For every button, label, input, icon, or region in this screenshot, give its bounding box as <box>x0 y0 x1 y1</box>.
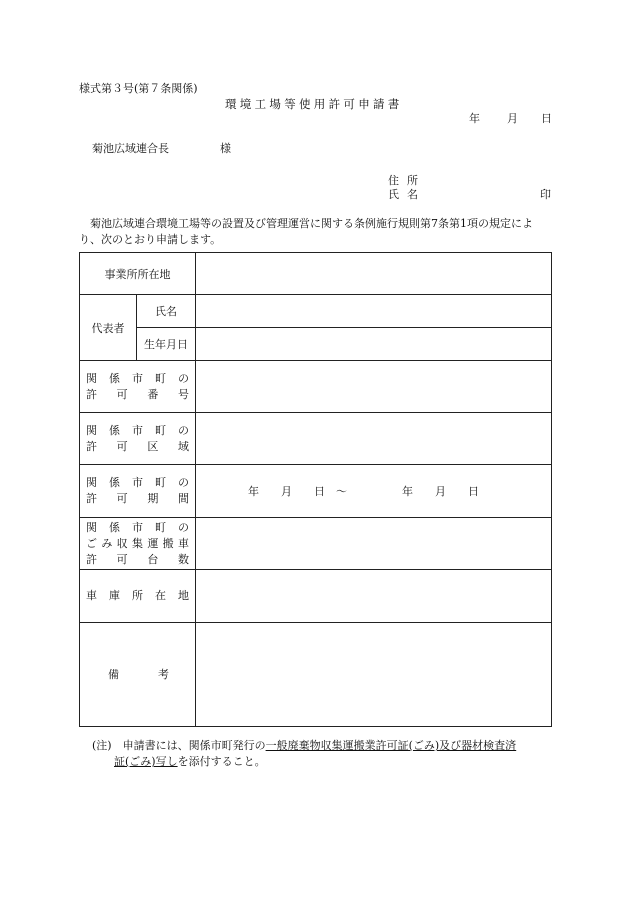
business-address-field[interactable] <box>196 253 552 295</box>
label-char: 可 <box>116 552 128 566</box>
label-char: 庫 <box>109 589 120 602</box>
label-char: 関 <box>86 423 97 437</box>
label-char: 関 <box>86 371 97 385</box>
rep-name-field[interactable] <box>196 295 552 328</box>
label-char: 考 <box>158 667 169 681</box>
date-year-label: 年 <box>469 112 480 125</box>
label-char: 係 <box>109 371 120 385</box>
date-day-label: 日 <box>541 112 552 125</box>
label-char: ご <box>86 536 97 550</box>
label-char: 所 <box>132 589 143 602</box>
garage-address-label <box>80 570 196 623</box>
label-char: 区 <box>147 439 159 453</box>
vehicle-count-line3 <box>80 552 195 568</box>
note-underlined-2: 証(ごみ)写し <box>114 755 178 768</box>
label-char: 係 <box>109 520 120 534</box>
rep-name-label: 氏名 <box>137 295 196 328</box>
label-char: 車 <box>177 536 189 550</box>
label-char: 期 <box>147 492 159 505</box>
note <box>92 738 552 770</box>
label-char: 搬 <box>162 536 174 550</box>
label-char: 数 <box>177 552 189 566</box>
permit-area-field[interactable] <box>196 413 552 465</box>
label-char: 関 <box>86 520 97 534</box>
permit-period-line2 <box>80 491 195 507</box>
note-line2 <box>92 754 552 770</box>
label-char: 番 <box>147 387 159 401</box>
label-char: 町 <box>155 371 166 385</box>
note-prefix: (注) 申請書には、関係市町発行の <box>92 739 266 752</box>
label-char: 市 <box>132 520 143 534</box>
application-form-table <box>79 252 552 727</box>
permit-number-line1 <box>80 371 195 387</box>
label-char: み <box>101 536 113 550</box>
label-char: 運 <box>147 536 159 550</box>
permit-number-line2 <box>80 387 195 403</box>
label-char: 可 <box>116 439 128 453</box>
seal-mark: 印 <box>540 188 551 201</box>
note-underlined-1: 一般廃棄物収集運搬業許可証(ごみ)及び器材検査済 <box>265 739 517 752</box>
note-suffix: を添付すること。 <box>177 755 266 768</box>
remarks-text <box>80 667 195 683</box>
label-char: 係 <box>109 423 120 437</box>
label-char: 域 <box>177 439 189 453</box>
vehicle-count-line2 <box>80 536 195 552</box>
permit-area-line1 <box>80 423 195 439</box>
label-char: の <box>178 423 189 437</box>
label-char: 在 <box>155 589 166 602</box>
vehicle-count-line1 <box>80 520 195 536</box>
label-char: 可 <box>116 492 128 505</box>
permit-number-field[interactable] <box>196 361 552 413</box>
label-char: 係 <box>109 476 120 489</box>
addressee-honorific: 様 <box>220 142 231 155</box>
garage-address-field[interactable] <box>196 570 552 623</box>
label-char: の <box>178 371 189 385</box>
label-char: 号 <box>177 387 189 401</box>
vehicle-count-field[interactable] <box>196 518 552 570</box>
label-char: 町 <box>155 520 166 534</box>
permit-number-label <box>80 361 196 413</box>
permit-area-label <box>80 413 196 465</box>
rep-birthdate-label: 生年月日 <box>137 328 196 361</box>
document-title: 環境工場等使用許可申請書 <box>225 97 403 111</box>
label-char: 集 <box>131 536 143 550</box>
date-month-label: 月 <box>507 112 518 125</box>
business-address-label: 事業所所在地 <box>80 253 196 295</box>
label-char: 許 <box>86 387 97 401</box>
permit-area-line2 <box>80 439 195 455</box>
label-char: 町 <box>155 476 166 489</box>
label-char: の <box>178 520 189 534</box>
label-char: 収 <box>116 536 128 550</box>
application-statement: 菊池広域連合環境工場等の設置及び管理運営に関する条例施行規則第7条第1項の規定により、次のとおり申請します。 <box>79 217 533 246</box>
label-char: 備 <box>108 667 119 681</box>
representative-label: 代表者 <box>80 295 137 361</box>
label-char: 関 <box>86 476 97 489</box>
label-char: 市 <box>132 371 143 385</box>
permit-period-value: 年 月 日 ～ 年 月 日 <box>248 485 479 498</box>
label-char: 許 <box>86 552 97 566</box>
rep-birthdate-field[interactable] <box>196 328 552 361</box>
label-char: 地 <box>178 589 189 602</box>
remarks-label <box>80 623 196 727</box>
label-char: 車 <box>86 589 97 602</box>
permit-period-line1 <box>80 475 195 491</box>
addressee-name: 菊池広域連合長 <box>92 142 169 155</box>
form-number: 様式第３号(第７条関係) <box>79 82 198 95</box>
label-char: 台 <box>147 552 159 566</box>
label-char: の <box>178 476 189 489</box>
label-char: 町 <box>155 423 166 437</box>
permit-period-field[interactable] <box>196 465 552 518</box>
label-char: 市 <box>132 476 143 489</box>
applicant-name-label: 氏名 <box>388 188 426 201</box>
applicant-address-label: 住所 <box>388 174 426 187</box>
label-char: 市 <box>132 423 143 437</box>
vehicle-count-label <box>80 518 196 570</box>
label-char: 許 <box>86 439 97 453</box>
permit-period-label <box>80 465 196 518</box>
label-char: 間 <box>177 492 189 505</box>
garage-address-text <box>80 588 195 604</box>
label-char: 可 <box>116 387 128 401</box>
label-char: 許 <box>86 492 97 505</box>
remarks-field[interactable] <box>196 623 552 727</box>
